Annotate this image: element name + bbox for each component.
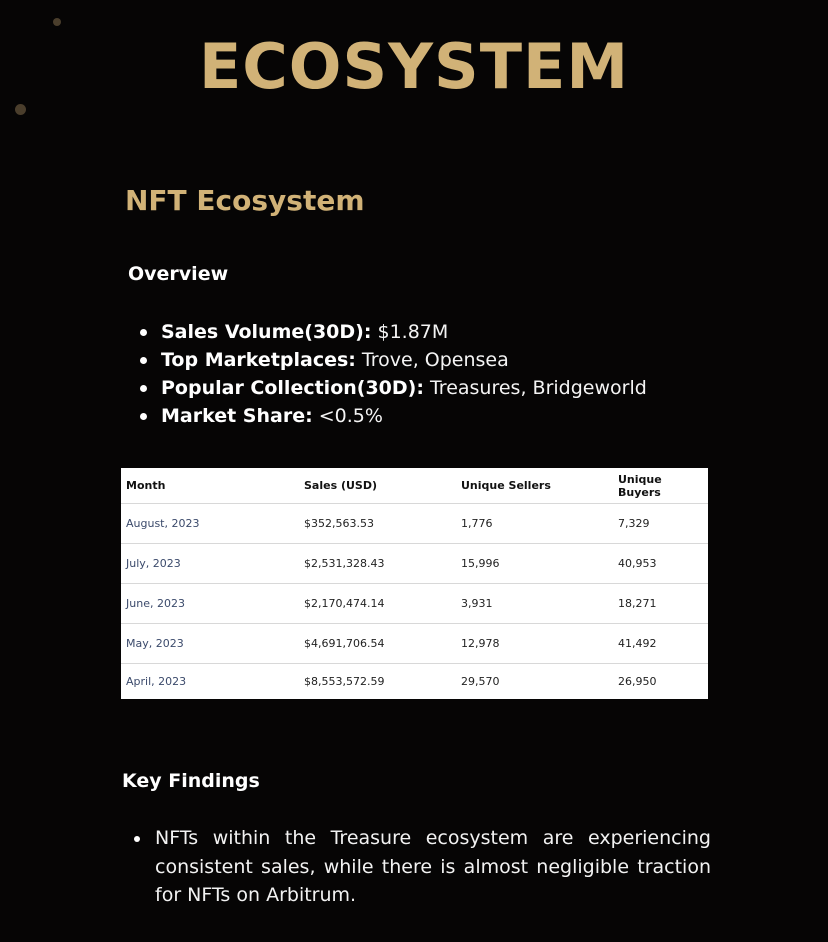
cell-unique-sellers: 1,776 [456, 504, 613, 544]
decorative-dot [53, 18, 61, 26]
list-item [138, 374, 647, 402]
cell-month: July, 2023 [121, 544, 299, 584]
metric-value: <0.5% [312, 405, 383, 427]
cell-unique-buyers: 26,950 [618, 674, 657, 688]
column-header-month: Month [121, 468, 299, 504]
metric-value: Trove, Opensea [355, 349, 509, 371]
cell-unique-buyers: 7,329 [613, 504, 708, 544]
key-findings-list [131, 824, 711, 910]
table-row [121, 624, 708, 664]
metric-label: Market Share: [161, 405, 313, 427]
column-header-unique-sellers: Unique Sellers [456, 468, 613, 504]
cell-unique-sellers: 12,978 [456, 624, 613, 664]
page-title: ECOSYSTEM [198, 30, 630, 103]
cell-month: August, 2023 [121, 504, 299, 544]
decorative-dot [15, 104, 26, 115]
table-row [121, 664, 708, 699]
key-findings-heading: Key Findings [122, 770, 260, 792]
overview-list [138, 318, 647, 430]
cell-month: June, 2023 [121, 584, 299, 624]
cell-sales: $2,170,474.14 [299, 584, 456, 624]
table-row [121, 504, 708, 544]
cell-sales: $352,563.53 [299, 504, 456, 544]
cell-unique-sellers: 29,570 [461, 674, 500, 688]
nft-sales-table [121, 468, 708, 699]
list-item [138, 402, 647, 430]
list-item: NFTs within the Treasure ecosystem are experiencing consistent sales, while there is almost negligible traction for NFTs on Arbitrum. [131, 824, 711, 910]
metric-value: $1.87M [371, 321, 449, 343]
overview-heading: Overview [128, 263, 229, 285]
metric-label: Top Marketplaces: [161, 349, 356, 371]
column-header-unique-buyers: Unique Buyers [613, 468, 708, 504]
metric-value: Treasures, Bridgeworld [423, 377, 647, 399]
cell-unique-sellers: 15,996 [456, 544, 613, 584]
cell-unique-buyers: 40,953 [613, 544, 708, 584]
table-row [121, 584, 708, 624]
table-row [121, 544, 708, 584]
cell-unique-buyers: 18,271 [613, 584, 708, 624]
metric-label: Sales Volume(30D): [161, 321, 372, 343]
list-item [138, 318, 647, 346]
cell-sales: $4,691,706.54 [299, 624, 456, 664]
section-title: NFT Ecosystem [125, 184, 365, 217]
metric-label: Popular Collection(30D): [161, 377, 424, 399]
cell-month: April, 2023 [126, 674, 187, 688]
cell-month: May, 2023 [121, 624, 299, 664]
cell-unique-buyers: 41,492 [613, 624, 708, 664]
column-header-sales: Sales (USD) [299, 468, 456, 504]
list-item [138, 346, 647, 374]
cell-sales: $8,553,572.59 [304, 674, 385, 688]
table-header-row [121, 468, 708, 504]
cell-unique-sellers: 3,931 [456, 584, 613, 624]
cell-sales: $2,531,328.43 [299, 544, 456, 584]
